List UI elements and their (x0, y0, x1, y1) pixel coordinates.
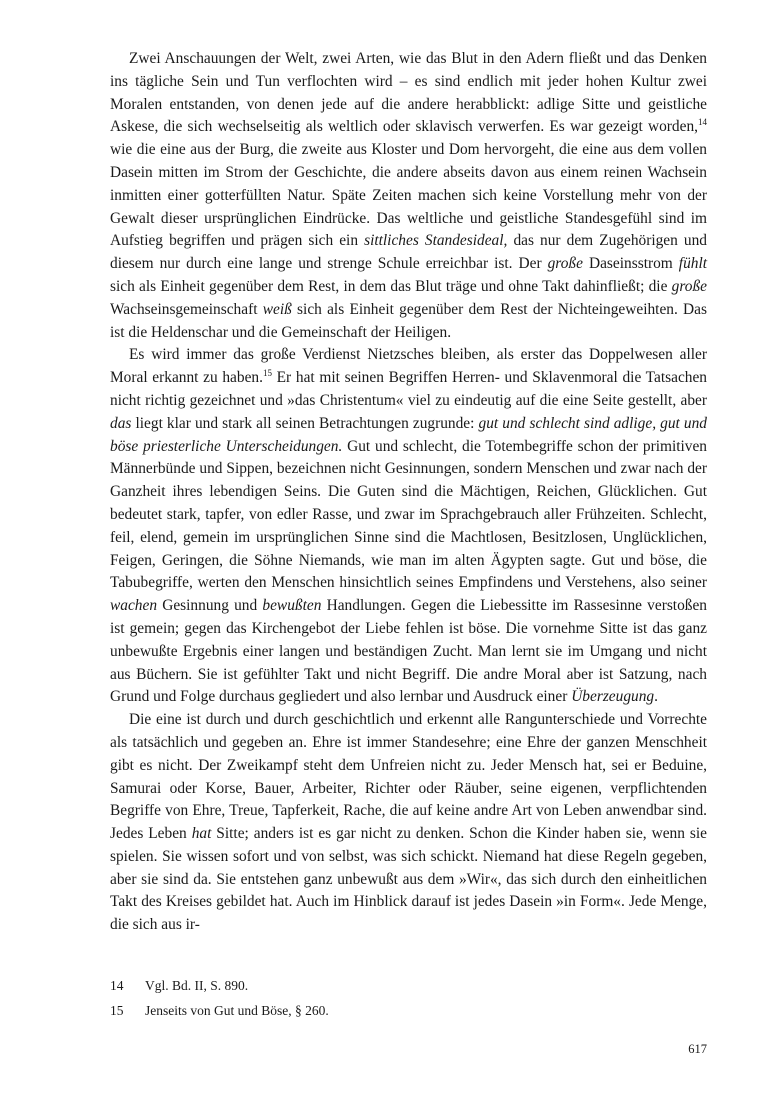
text-run: Die eine ist durch und durch geschichtlich und erkennt alle Rangunterschiede und Vorrechte als tatsächlich und gegeben an. Ehre ist immer Standesehre; eine Ehre der ganzen Menschheit gibt es nicht. Der Zweikampf steht dem Unfreien nicht zu. Jeder Mensch hat, sei er Beduine, Samurai oder Korse, Bauer, Arbeiter, Richter oder Räuber, seine eigenen, verpflichtenden Begriffe von Ehre, Treue, Tapferkeit, Rache, die auf keine andre Art von Leben anwendbar sind. Jedes Leben (110, 711, 707, 843)
text-run: Er hat mit seinen Begriffen Herren- und Sklavenmoral die Tatsachen nicht richtig gezeichnet und »das Christentum« viel zu eindeutig auf die eine Seite gestellt, aber (110, 369, 707, 409)
footnote (110, 977, 248, 995)
text-run: Es wird immer das große Verdienst Nietzsches bleiben, als erster das Doppelwesen aller Moral erkannt zu haben. (110, 346, 707, 387)
text-run: Handlungen. Gegen die Liebessitte im Rassesinne verstoßen ist gemein; gegen das Kirchengebot der Liebe fehlen ist böse. Die vornehme Sitte ist das ganz unbewußte Ergebnis einer langen und beständigen Zucht. Man lernt sie im Umgang und nicht aus Büchern. Sie ist gefühlter Takt und nicht Begriff. Die andre Moral aber ist Satzung, nach Grund und Folge durchaus gegliedert und also lernbar und Ausdruck einer (110, 597, 708, 706)
text-run: wie die eine aus der Burg, die zweite aus Kloster und Dom hervorgeht, die eine aus dem vollen Dasein mitten im Strom der Geschichte, die andere abseits davon aus einem reinen Wachsein inmitten einer gotterfüllten Natur. Späte Zeiten machen sich keine Vorstellung mehr von der Gewalt dieser ursprünglichen Eindrücke. Das weltliche und geistliche Standesgefühl sind im Aufstieg begriffen und prägen sich ein (110, 141, 707, 250)
emphasis: weiß (262, 300, 292, 318)
emphasis: bewußten (262, 597, 322, 615)
emphasis: große (671, 277, 707, 295)
body-text (110, 48, 707, 937)
footnote-ref: 14 (698, 117, 707, 128)
emphasis: wachen (110, 597, 158, 615)
text-run: . (654, 688, 658, 706)
page-number: 617 (688, 1042, 707, 1056)
text-run: Gut und schlecht, die Totembegriffe schon der primitiven Männerbünde und Sippen, bezeichnen nicht Gesinnungen, sondern Menschen und zwar nach der Ganzheit ihres lebendigen Seins. Die Guten sind die Mächtigen, Reichen, Glücklichen. Gut bedeutet stark, tapfer, von edler Rasse, und zwar im Sprachgebrauch aller Frühzeiten. Schlecht, feil, elend, gemein im ursprünglichen Sinne sind die Machtlosen, Besitzlosen, Unglücklichen, Feigen, Geringen, die Söhne Niemands, wie man im alten Ägypten sagte. Gut und böse, die Tabubegriffe, werten den Menschen hinsichtlich seines Empfindens und Verstehens, also seiner (110, 437, 707, 592)
text-run: Wachseinsgemeinschaft (110, 300, 263, 318)
paragraph (110, 709, 707, 937)
footnote-number: 14 (110, 978, 124, 993)
emphasis: fühlt (678, 255, 708, 273)
emphasis: Überzeugung (571, 688, 655, 706)
text-run: liegt klar und stark all seinen Betrachtungen zugrunde: (131, 414, 479, 432)
text-run: sich als Einheit gegenüber dem Rest, in dem das Blut träge und ohne Takt dahinfließt; die (110, 277, 672, 295)
footnote-number: 15 (110, 1003, 124, 1018)
text-run: Daseinsstrom (582, 255, 679, 273)
text-run: Sitte; anders ist es gar nicht zu denken. Schon die Kinder haben sie, wenn sie spielen. Sie wissen sofort und von selbst, was sich schickt. Niemand hat diese Regeln gegeben, aber sie sind da. Sie entstehen ganz unbewußt aus dem »Wir«, das sich durch den einheitlichen Takt des Kreises gebildet hat. Auch im Hinblick darauf ist jedes Dasein »in Form«. Jede Menge, die sich aus ir- (110, 825, 707, 934)
footnote-text: Vgl. Bd. II, S. 890. (145, 978, 249, 993)
text-run: das nur dem Zugehörigen und diesem nur durch eine lange und strenge Schule erreichbar ist. Der (110, 232, 707, 273)
paragraph (110, 344, 707, 709)
emphasis: gut und schlecht sind adlige, gut und böse priesterliche Unterscheidungen. (110, 414, 707, 455)
footnote (110, 1002, 329, 1020)
emphasis: das (110, 414, 132, 432)
text-run: Gesinnung und (157, 597, 263, 615)
footnote-ref: 15 (262, 368, 272, 379)
paragraph (110, 48, 707, 344)
text-run: sich als Einheit gegenüber dem Rest der Nichteingeweihten. Das ist die Heldenschar und die Gemeinschaft der Heiligen. (110, 300, 707, 341)
emphasis: sittliches Standesideal, (364, 232, 508, 250)
emphasis: hat (191, 825, 212, 843)
emphasis: große (547, 255, 583, 273)
footnote-text: Jenseits von Gut und Böse, § 260. (145, 1003, 329, 1018)
text-run: Zwei Anschauungen der Welt, zwei Arten, wie das Blut in den Adern fließt und das Denken ins tägliche Sein und Tun verflochten wird – es sind endlich mit jeder hohen Kultur zwei Moralen entstanden, von denen jede auf die andere herabblickt: adlige Sitte und geistliche Askese, die sich wechselseitig als weltlich oder sklavisch verwerfen. Es war gezeigt worden, (110, 50, 707, 136)
